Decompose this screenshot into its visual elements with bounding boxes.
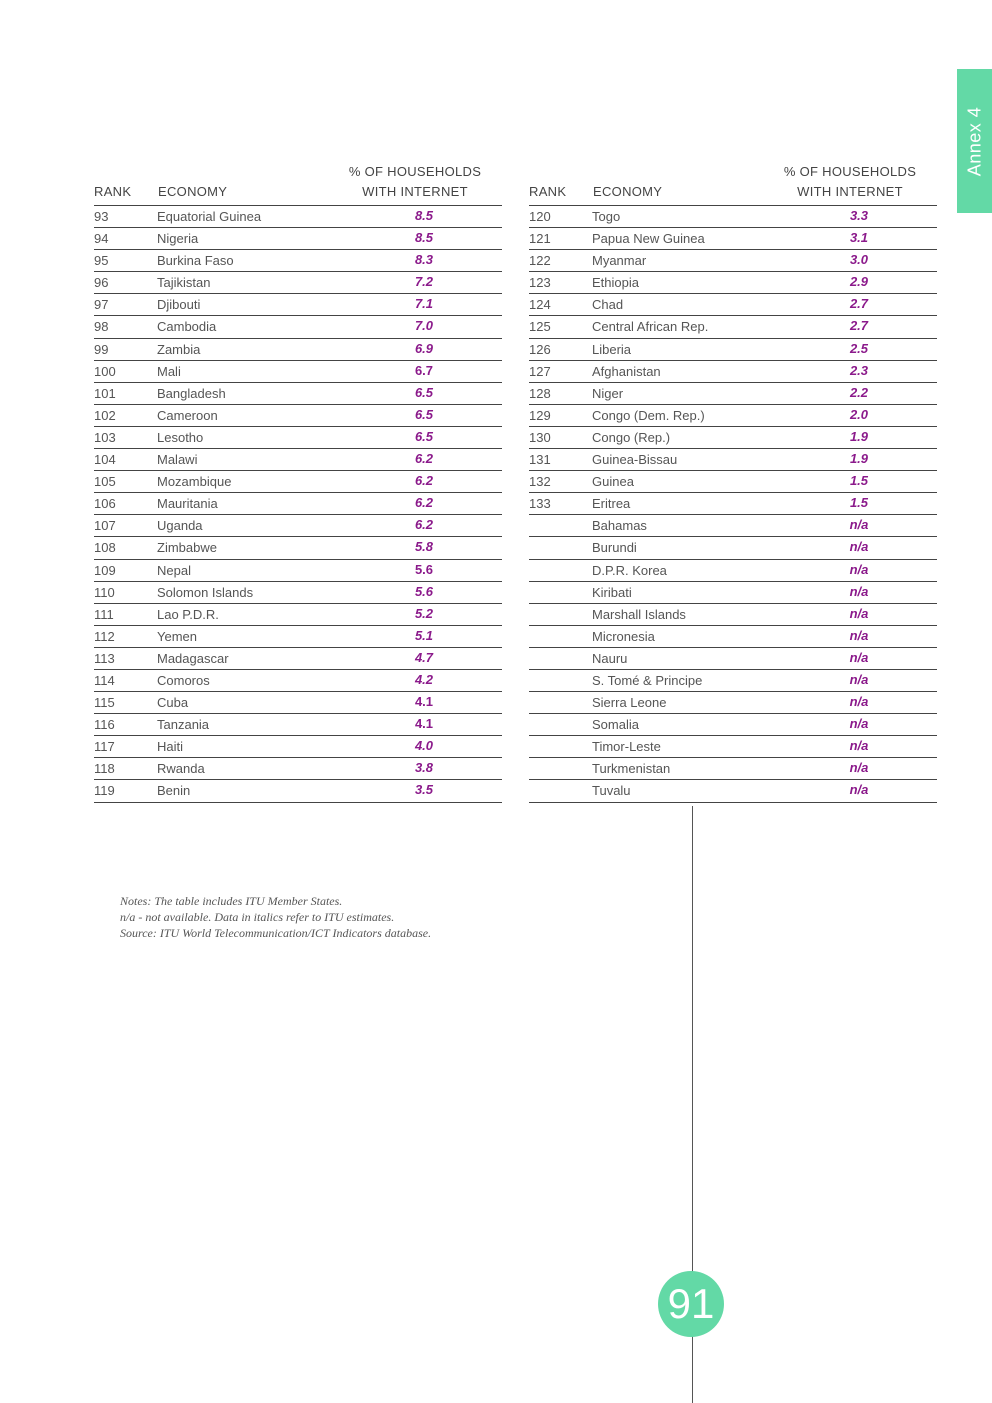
table-row xyxy=(94,758,502,780)
rank-cell: 104 xyxy=(94,452,116,468)
table-row xyxy=(94,339,502,361)
rank-cell: 132 xyxy=(529,474,551,490)
value-cell: 1.9 xyxy=(849,451,869,467)
table-row xyxy=(529,560,937,582)
value-cell: 7.2 xyxy=(414,274,434,290)
rank-cell: 121 xyxy=(529,231,551,247)
table-row xyxy=(529,648,937,670)
economy-cell: Nauru xyxy=(592,650,628,666)
economy-cell: Mauritania xyxy=(157,496,218,512)
value-cell: 1.5 xyxy=(849,473,869,489)
table-row xyxy=(529,758,937,780)
economy-cell: S. Tomé & Principe xyxy=(592,672,703,688)
rank-cell: 110 xyxy=(94,584,115,600)
economy-cell: Central African Rep. xyxy=(592,319,709,335)
rank-cell: 118 xyxy=(94,761,115,777)
table-row xyxy=(94,471,502,493)
note-line: Source: ITU World Telecommunication/ICT Indicators database. xyxy=(120,926,432,940)
economy-cell: Benin xyxy=(157,783,191,799)
value-cell: 2.3 xyxy=(849,362,869,378)
value-cell: 6.2 xyxy=(414,473,434,489)
rank-cell: 111 xyxy=(94,606,114,622)
value-cell: n/a xyxy=(849,561,869,577)
table-left xyxy=(94,160,502,803)
economy-cell: Micronesia xyxy=(592,628,655,644)
table-row xyxy=(529,294,937,316)
economy-cell: Kiribati xyxy=(592,584,632,600)
value-cell: 2.9 xyxy=(849,274,869,290)
economy-cell: Burundi xyxy=(592,540,637,556)
rank-cell: 97 xyxy=(94,297,109,313)
table-row xyxy=(529,493,937,515)
value-cell: 3.3 xyxy=(849,208,869,223)
value-cell: n/a xyxy=(849,782,869,798)
rank-cell: 120 xyxy=(529,209,551,224)
value-cell: 5.2 xyxy=(414,605,434,621)
rank-cell: 129 xyxy=(529,407,551,423)
economy-cell: Ethiopia xyxy=(592,275,639,291)
economy-cell: Zambia xyxy=(157,341,201,357)
note-line: Notes: The table includes ITU Member States. xyxy=(120,894,343,908)
economy-cell: Cameroon xyxy=(157,407,218,423)
table-row xyxy=(94,692,502,714)
value-cell: n/a xyxy=(849,738,869,754)
value-cell: 2.5 xyxy=(849,340,869,356)
table-header xyxy=(529,160,937,206)
value-cell: 4.1 xyxy=(414,694,434,710)
value-cell: 4.1 xyxy=(414,716,434,732)
economy-cell: Burkina Faso xyxy=(157,253,234,269)
table-row xyxy=(529,780,937,802)
economy-cell: Lesotho xyxy=(157,429,204,445)
table-row xyxy=(94,582,502,604)
economy-cell: Myanmar xyxy=(592,253,647,269)
economy-cell: Tajikistan xyxy=(157,275,211,291)
economy-cell: Timor-Leste xyxy=(592,739,661,755)
table-row xyxy=(94,714,502,736)
value-cell: n/a xyxy=(849,605,869,621)
table-row xyxy=(529,714,937,736)
rank-cell: 119 xyxy=(94,783,115,799)
rank-cell: 115 xyxy=(94,695,115,711)
table-row xyxy=(94,361,502,383)
value-cell: n/a xyxy=(849,649,869,665)
table-row xyxy=(529,206,937,228)
value-cell: 4.7 xyxy=(414,649,434,665)
table-row xyxy=(529,272,937,294)
value-cell: 5.6 xyxy=(414,561,434,577)
table-body xyxy=(94,206,502,803)
value-cell: 3.5 xyxy=(414,782,434,798)
table-row xyxy=(94,537,502,559)
economy-cell: Guinea xyxy=(592,474,634,490)
rank-cell: 102 xyxy=(94,407,116,423)
table-row xyxy=(529,692,937,714)
value-cell: 6.5 xyxy=(414,428,434,444)
value-cell: 8.5 xyxy=(414,208,434,223)
table-row xyxy=(94,427,502,449)
table-row xyxy=(529,383,937,405)
rank-cell: 101 xyxy=(94,385,116,401)
table-row xyxy=(94,670,502,692)
rank-cell: 113 xyxy=(94,650,115,666)
economy-cell: D.P.R. Korea xyxy=(592,562,667,578)
economy-cell: Madagascar xyxy=(157,650,229,666)
page-number-badge xyxy=(658,1271,724,1337)
value-cell: 5.8 xyxy=(414,539,434,555)
table-row xyxy=(94,383,502,405)
economy-cell: Nepal xyxy=(157,562,191,578)
rank-cell: 122 xyxy=(529,253,551,269)
economy-cell: Cuba xyxy=(157,695,189,711)
rank-cell: 108 xyxy=(94,540,116,556)
table-row xyxy=(94,206,502,228)
economy-cell: Solomon Islands xyxy=(157,584,254,600)
rank-cell: 126 xyxy=(529,341,551,357)
rank-cell: 96 xyxy=(94,275,109,291)
table-row xyxy=(94,626,502,648)
economy-cell: Uganda xyxy=(157,518,203,534)
value-cell: n/a xyxy=(849,716,869,732)
rank-cell: 130 xyxy=(529,429,551,445)
economy-cell: Congo (Rep.) xyxy=(592,429,671,445)
page-number: 91 xyxy=(667,1280,715,1327)
table-row xyxy=(94,604,502,626)
table-row xyxy=(529,427,937,449)
value-cell: 6.5 xyxy=(414,406,434,422)
value-cell: n/a xyxy=(849,760,869,776)
rank-cell: 123 xyxy=(529,275,551,291)
table-row xyxy=(529,339,937,361)
table-row xyxy=(529,250,937,272)
economy-cell: Bahamas xyxy=(592,518,647,534)
table-notes xyxy=(120,893,540,941)
table-row xyxy=(529,582,937,604)
economy-cell: Togo xyxy=(592,209,621,224)
economy-cell: Liberia xyxy=(592,341,632,357)
value-cell: 7.0 xyxy=(414,318,434,334)
value-cell: 6.2 xyxy=(414,517,434,533)
value-cell: 6.7 xyxy=(414,362,434,378)
table-row xyxy=(94,449,502,471)
value-cell: 4.0 xyxy=(414,738,434,754)
rank-cell: 124 xyxy=(529,297,551,313)
value-cell: n/a xyxy=(849,583,869,599)
table-row xyxy=(529,449,937,471)
value-cell: 1.9 xyxy=(849,428,869,444)
header-percent-line2: WITH INTERNET xyxy=(797,184,903,199)
economy-cell: Sierra Leone xyxy=(592,695,667,711)
value-cell: 3.0 xyxy=(849,252,869,268)
table-row xyxy=(94,316,502,338)
economy-cell: Equatorial Guinea xyxy=(157,209,262,224)
table-row xyxy=(529,604,937,626)
table-body xyxy=(529,206,937,803)
table-row xyxy=(529,515,937,537)
value-cell: 2.2 xyxy=(849,384,869,400)
table-row xyxy=(94,648,502,670)
rank-cell: 100 xyxy=(94,363,116,379)
table-row xyxy=(529,405,937,427)
value-cell: 2.0 xyxy=(849,406,869,422)
economy-cell: Lao P.D.R. xyxy=(157,606,219,622)
economy-cell: Djibouti xyxy=(157,297,201,313)
economy-cell: Somalia xyxy=(592,717,639,733)
economy-cell: Tanzania xyxy=(157,717,210,733)
value-cell: 3.1 xyxy=(849,230,869,246)
rank-cell: 105 xyxy=(94,474,116,490)
table-row xyxy=(94,560,502,582)
value-cell: n/a xyxy=(849,517,869,533)
rank-cell: 128 xyxy=(529,385,551,401)
rank-cell: 93 xyxy=(94,209,109,224)
economy-cell: Zimbabwe xyxy=(157,540,217,556)
economy-cell: Marshall Islands xyxy=(592,606,686,622)
value-cell: 7.1 xyxy=(414,296,434,312)
table-row xyxy=(529,736,937,758)
table-right xyxy=(529,160,937,803)
rank-cell: 95 xyxy=(94,253,109,269)
table-row xyxy=(94,736,502,758)
value-cell: 8.3 xyxy=(414,252,434,268)
economy-cell: Haiti xyxy=(157,739,184,755)
economy-cell: Guinea-Bissau xyxy=(592,452,678,468)
table-row xyxy=(94,493,502,515)
economy-cell: Papua New Guinea xyxy=(592,231,705,247)
economy-cell: Rwanda xyxy=(157,761,205,777)
header-rank: RANK xyxy=(94,184,132,199)
table-row xyxy=(94,515,502,537)
header-percent-line1: % OF HOUSEHOLDS xyxy=(348,164,482,179)
value-cell: 2.7 xyxy=(849,318,869,334)
header-economy: ECONOMY xyxy=(158,184,228,199)
table-row xyxy=(529,537,937,559)
economy-cell: Afghanistan xyxy=(592,363,661,379)
economy-cell: Malawi xyxy=(157,452,198,468)
note-line: n/a - not available. Data in italics refer to ITU estimates. xyxy=(120,910,395,924)
rank-cell: 98 xyxy=(94,319,109,335)
table-row xyxy=(94,294,502,316)
table-row xyxy=(529,670,937,692)
value-cell: 6.9 xyxy=(414,340,434,356)
table-row xyxy=(529,228,937,250)
value-cell: 6.5 xyxy=(414,384,434,400)
table-row xyxy=(94,405,502,427)
value-cell: n/a xyxy=(849,627,869,643)
rank-cell: 131 xyxy=(529,452,551,468)
rank-cell: 133 xyxy=(529,496,551,512)
value-cell: n/a xyxy=(849,694,869,710)
economy-cell: Niger xyxy=(592,385,624,401)
economy-cell: Cambodia xyxy=(157,319,217,335)
rank-cell: 94 xyxy=(94,231,109,247)
economy-cell: Nigeria xyxy=(157,231,199,247)
rank-cell: 117 xyxy=(94,739,115,755)
header-percent-line2: WITH INTERNET xyxy=(362,184,468,199)
table-header xyxy=(94,160,502,206)
economy-cell: Comoros xyxy=(157,672,210,688)
header-economy: ECONOMY xyxy=(593,184,663,199)
economy-cell: Tuvalu xyxy=(592,783,631,799)
value-cell: n/a xyxy=(849,671,869,687)
rank-cell: 109 xyxy=(94,562,116,578)
value-cell: 5.1 xyxy=(414,627,434,643)
table-row xyxy=(94,780,502,802)
rank-cell: 114 xyxy=(94,672,115,688)
economy-cell: Mali xyxy=(157,363,181,379)
table-row xyxy=(529,361,937,383)
economy-cell: Mozambique xyxy=(157,474,232,490)
rank-cell: 125 xyxy=(529,319,551,335)
economy-cell: Congo (Dem. Rep.) xyxy=(592,407,705,423)
rank-cell: 127 xyxy=(529,363,551,379)
table-row xyxy=(529,316,937,338)
table-row xyxy=(529,626,937,648)
value-cell: 5.6 xyxy=(414,583,434,599)
rank-cell: 103 xyxy=(94,429,116,445)
value-cell: 8.5 xyxy=(414,230,434,246)
table-row xyxy=(94,250,502,272)
rank-cell: 107 xyxy=(94,518,116,534)
header-rank: RANK xyxy=(529,184,567,199)
value-cell: 3.8 xyxy=(414,760,434,776)
value-cell: 1.5 xyxy=(849,495,869,511)
annex-tab xyxy=(957,69,992,213)
value-cell: 4.2 xyxy=(414,671,434,687)
value-cell: 6.2 xyxy=(414,495,434,511)
economy-cell: Chad xyxy=(592,297,624,313)
value-cell: 2.7 xyxy=(849,296,869,312)
economy-cell: Eritrea xyxy=(592,496,631,512)
value-cell: n/a xyxy=(849,539,869,555)
header-percent-line1: % OF HOUSEHOLDS xyxy=(783,164,917,179)
rank-cell: 116 xyxy=(94,717,115,733)
table-row xyxy=(529,471,937,493)
economy-cell: Yemen xyxy=(157,628,197,644)
annex-label: Annex 4 xyxy=(964,106,984,176)
table-row xyxy=(94,228,502,250)
table-row xyxy=(94,272,502,294)
economy-cell: Bangladesh xyxy=(157,385,226,401)
rank-cell: 112 xyxy=(94,628,115,644)
rank-cell: 99 xyxy=(94,341,109,357)
rank-cell: 106 xyxy=(94,496,116,512)
value-cell: 6.2 xyxy=(414,451,434,467)
economy-cell: Turkmenistan xyxy=(592,761,671,777)
